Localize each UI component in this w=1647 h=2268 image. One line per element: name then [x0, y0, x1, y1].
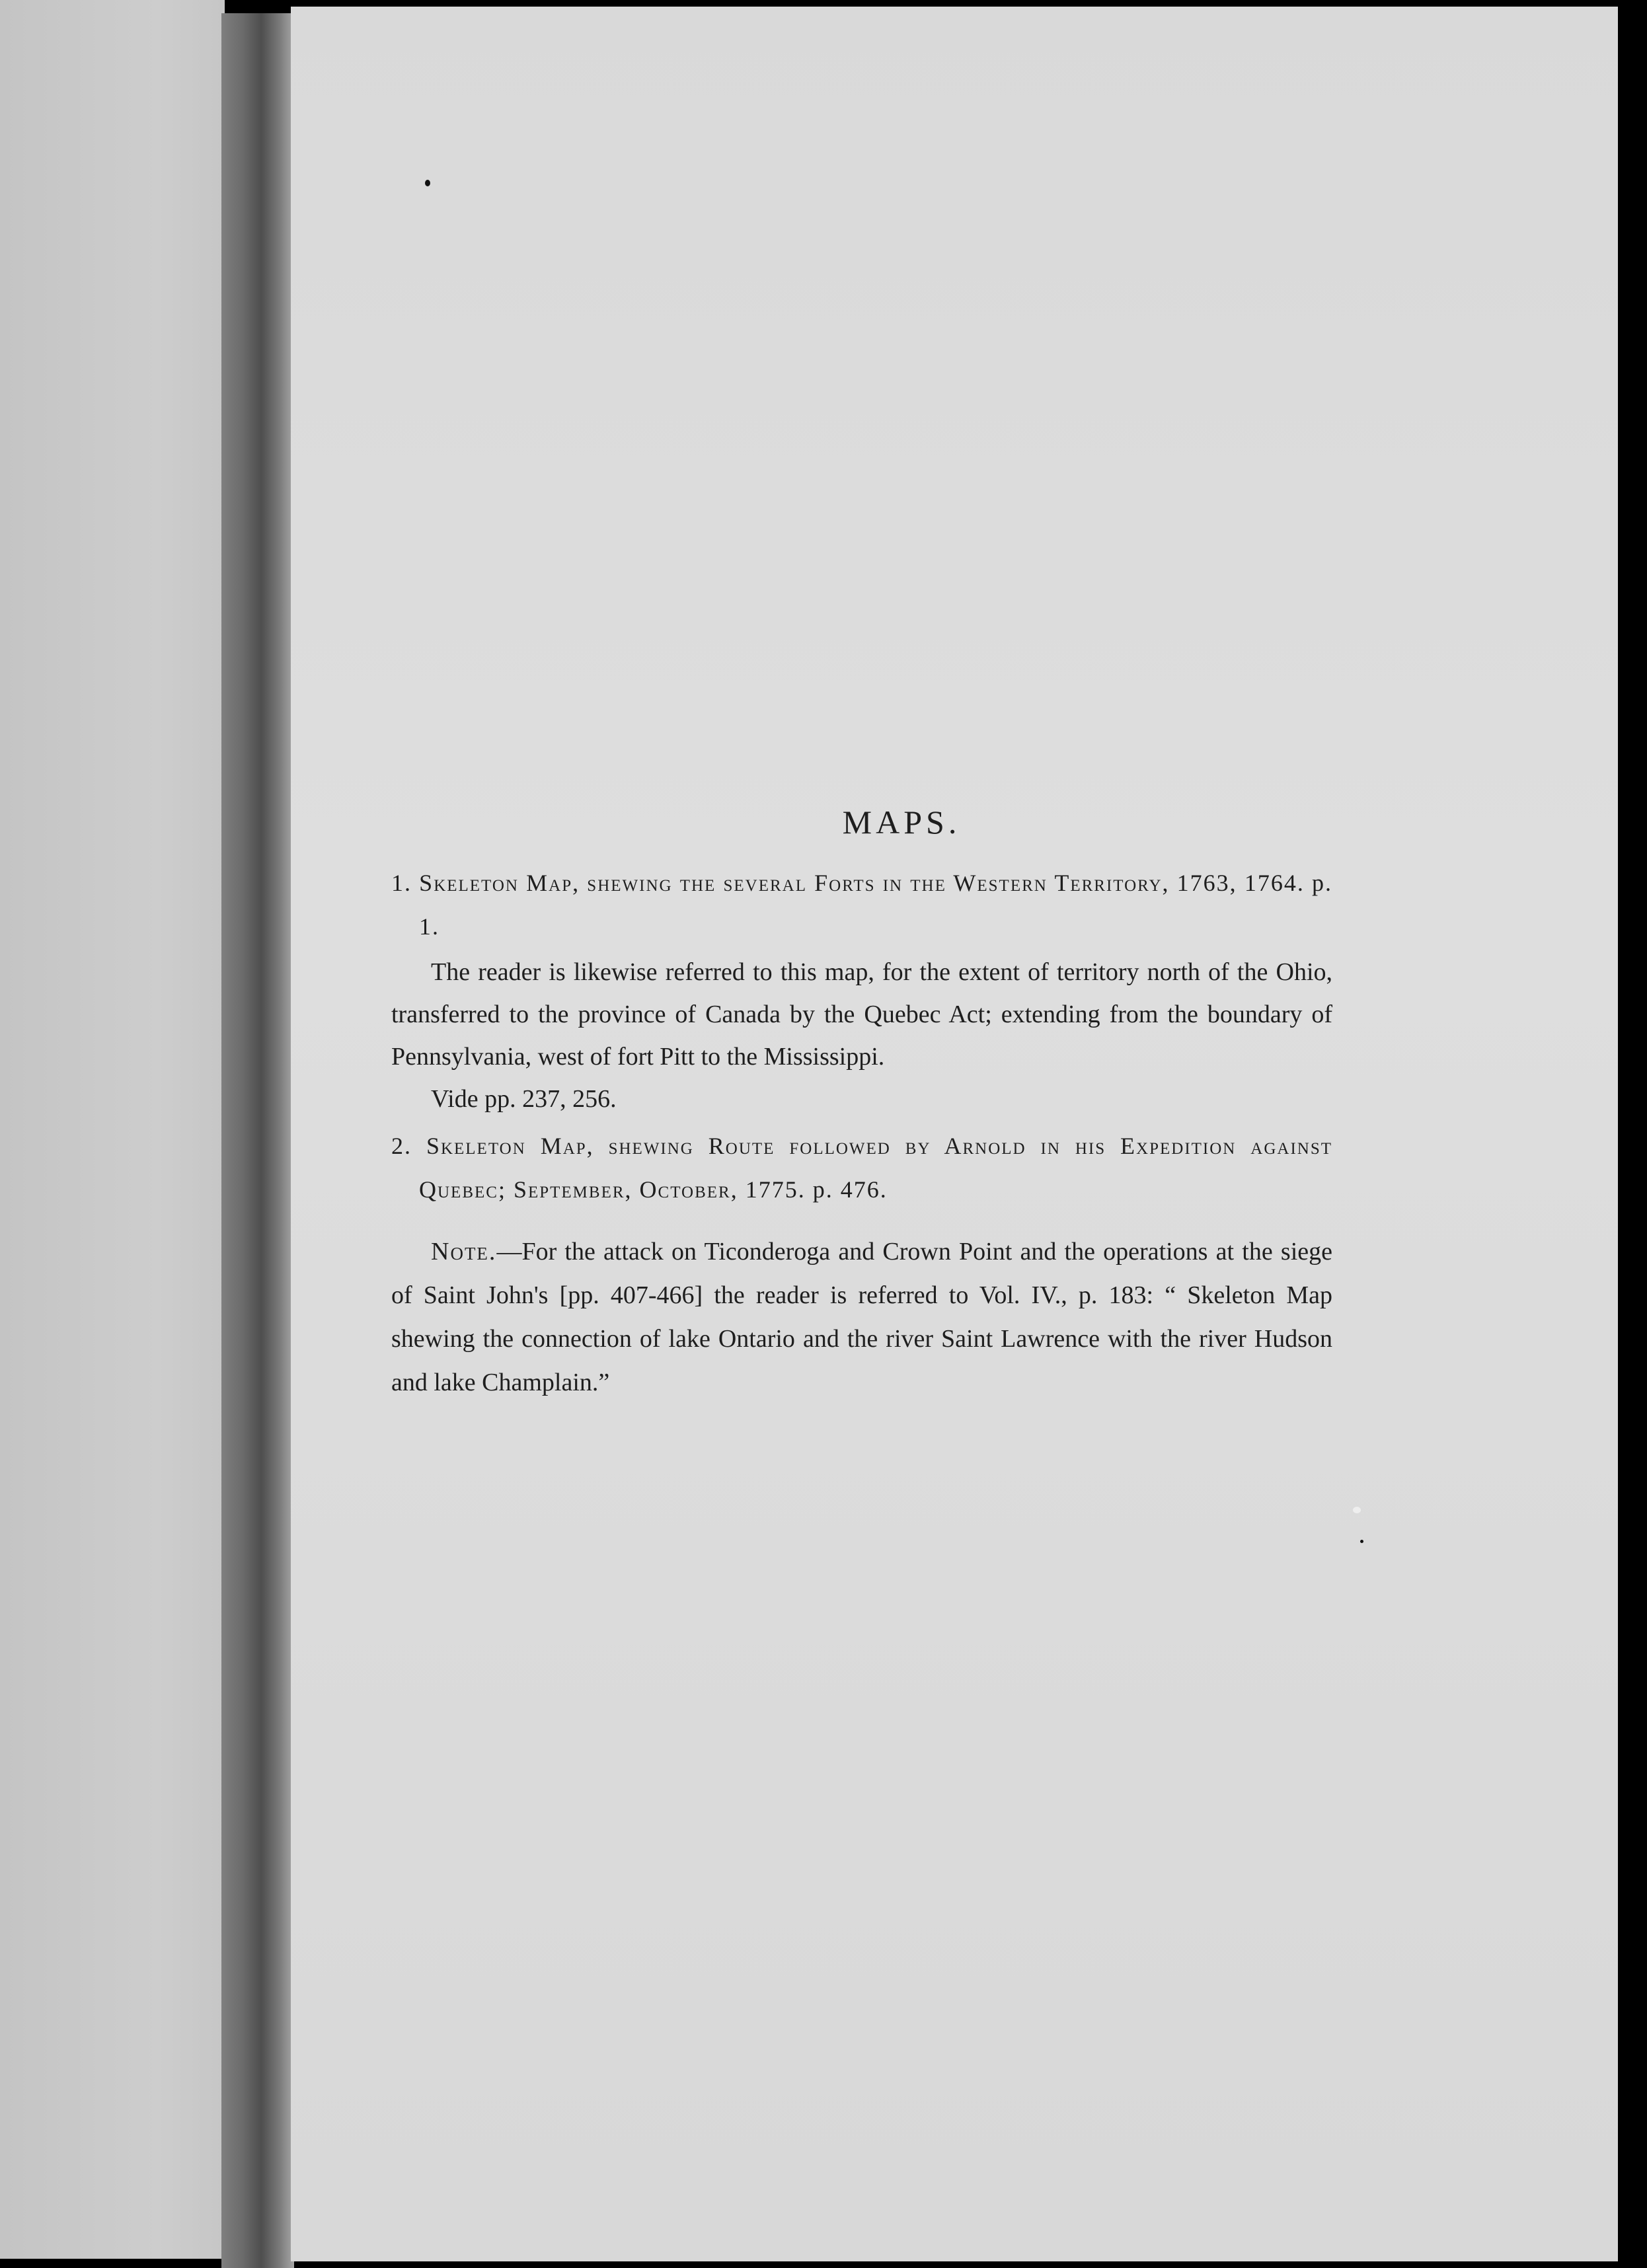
- dust-speck: [1353, 1507, 1361, 1513]
- entry-text: Skeleton Map, shewing the several Forts in the Western Territory, 1763, 1764.: [419, 870, 1305, 896]
- note-paragraph: [391, 1230, 1332, 1404]
- book-gutter: [221, 13, 294, 2268]
- left-page: [0, 0, 225, 2259]
- entry-page-ref: p. 476.: [812, 1176, 888, 1203]
- entry-text: Skeleton Map, shewing Route followed by Arnold in his Expedition against Quebec; September, October, 1775.: [419, 1133, 1332, 1203]
- entry-1-vide: Vide pp. 237, 256.: [431, 1085, 617, 1113]
- note-text: —For the attack on Ticonderoga and Crown Point and the operations at the siege of Saint John's [pp. 407-466] the reader is referred to Vol. IV., p. 183: “ Skeleton Map shewing the connection of lake Ontario and the river Saint Lawrence with the river Hudson and lake Champlain.”: [391, 1238, 1332, 1396]
- map-entry-1: [391, 861, 1332, 948]
- entry-number: 2.: [391, 1133, 412, 1159]
- maps-list: [391, 803, 1332, 1404]
- entry-1-paragraph: The reader is likewise referred to this map, for the extent of territory north of the Ohio, transferred to the province of Canada by the Quebec Act; extending from the boundary of Pennsylvania, west of fort Pitt to the Mississippi.: [391, 958, 1332, 1071]
- dust-speck: [425, 180, 430, 186]
- page-title: MAPS.: [842, 804, 961, 841]
- entry-number: 1.: [391, 870, 412, 896]
- note-label: Note.: [431, 1238, 497, 1266]
- entry-page-ref: p. 1.: [419, 870, 1333, 940]
- scan-border: [1618, 0, 1647, 2268]
- dust-speck: [1360, 1540, 1363, 1543]
- map-entry-2: [391, 1124, 1332, 1211]
